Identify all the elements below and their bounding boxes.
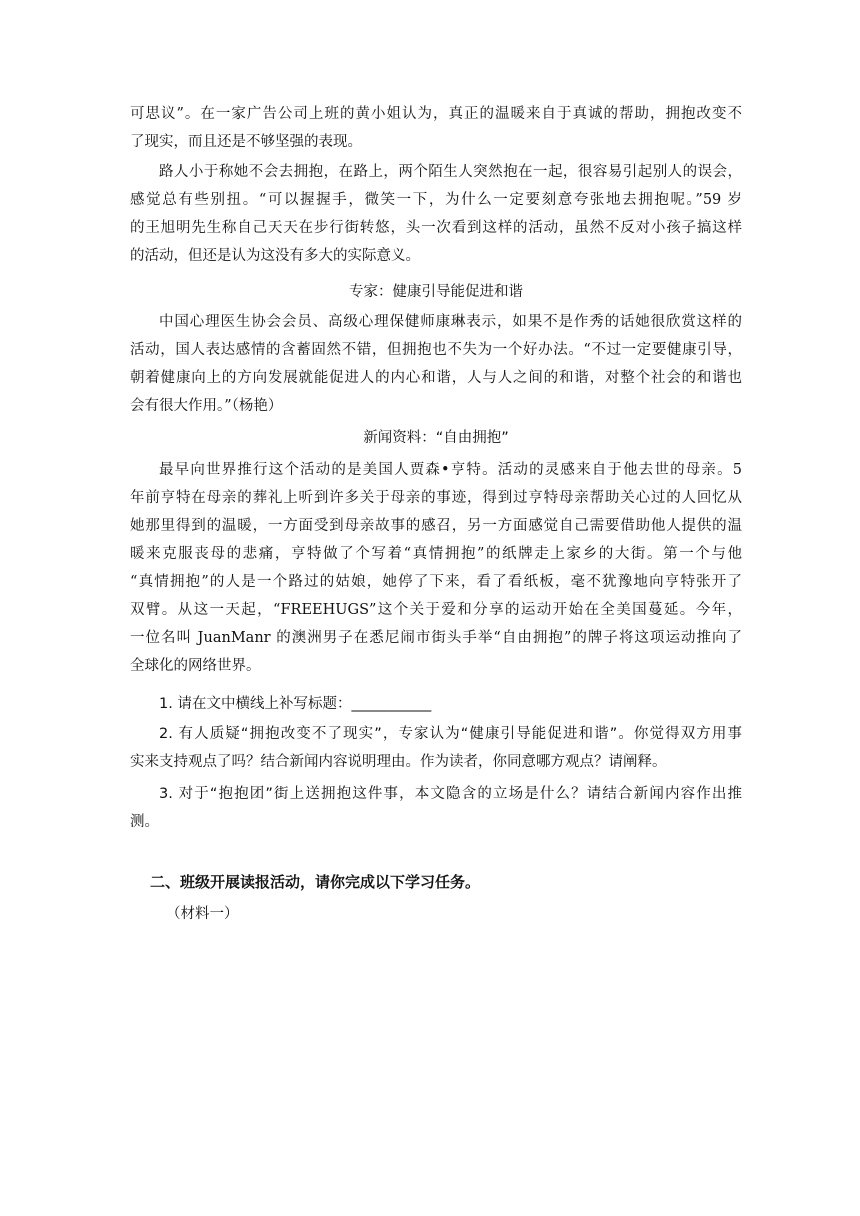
text-line: 朝着健康向上的方向发展就能促进人的内心和谐，人与人之间的和谐，对整个社会的和谐也 [130, 370, 742, 386]
paragraph-1 [130, 100, 742, 156]
paragraph-3 [130, 308, 742, 420]
text-line: 暖来克服丧母的悲痛，亨特做了个写着“真情拥抱”的纸牌走上家乡的大街。第一个与他 [130, 546, 742, 562]
question-1 [130, 690, 742, 718]
heading-news: 新闻资料：“自由拥抱” [363, 430, 509, 446]
text-line: 实来支持观点了吗？结合新闻内容说明理由。作为读者，你同意哪方观点？请阐释。 [130, 754, 667, 770]
text-line: 全球化的网络世界。 [130, 658, 261, 674]
text-line: 最早向世界推行这个活动的是美国人贾森•亨特。活动的灵感来自于他去世的母亲。5 [159, 462, 742, 478]
text-line: 测。 [130, 814, 159, 830]
text-line: 感觉总有些别扭。“可以握握手，微笑一下，为什么一定要刻意夸张地去拥抱呢。”59 岁 [130, 192, 742, 208]
text-line: 年前亨特在母亲的葬礼上听到许多关于母亲的事迹，得到过亨特母亲帮助关心过的人回忆从 [130, 490, 742, 506]
text-line: 2. 有人质疑“拥抱改变不了现实”，专家认为“健康引导能促进和谐”。你觉得双方用事 [159, 726, 742, 742]
section-2-title: 二、班级开展读报活动，请你完成以下学习任务。 [150, 873, 481, 891]
text-line: 一位名叫 JuanManr 的澳洲男子在悉尼闹市街头手举“自由拥抱”的牌子将这项运动推向了 [130, 630, 742, 646]
paragraph-2 [130, 158, 742, 270]
material-label: （材料一） [166, 906, 239, 922]
question-3 [130, 780, 742, 836]
text-line: 3. 对于“抱抱团”街上送拥抱这件事，本文隐含的立场是什么？请结合新闻内容作出推 [159, 786, 742, 802]
paragraph-4 [130, 456, 742, 680]
text-line: 她那里得到的温暖，一方面受到母亲故事的感召，另一方面感觉自己需要借助他人提供的温 [130, 518, 742, 534]
text-line: 中国心理医生协会会员、高级心理保健师康琳表示，如果不是作秀的话她很欣赏这样的 [159, 314, 742, 330]
text-line: “真情拥抱”的人是一个路过的姑娘，她停了下来，看了看纸板，毫不犹豫地向亨特张开了 [130, 574, 742, 590]
text-line: 了现实，而且还是不够坚强的表现。 [130, 134, 362, 150]
text-line: 的活动，但还是认为这没有多大的实际意义。 [130, 248, 420, 264]
question-2 [130, 720, 742, 776]
text-line: 双臂。从这一天起，“FREEHUGS”这个关于爱和分享的运动开始在全美国蔓延。今年， [130, 602, 742, 618]
text-line: 1. 请在文中横线上补写标题：___________ [159, 696, 432, 712]
text-line: 会有很大作用。”（杨艳） [130, 398, 283, 414]
text-line: 的王旭明先生称自己天天在步行街转悠，头一次看到这样的活动，虽然不反对小孩子搞这样 [130, 220, 742, 236]
text-line: 活动，国人表达感情的含蓄固然不错，但拥抱也不失为一个好办法。“不过一定要健康引导， [130, 342, 742, 358]
heading-expert: 专家：健康引导能促进和谐 [349, 284, 523, 300]
text-line: 可思议”。在一家广告公司上班的黄小姐认为，真正的温暖来自于真诚的帮助，拥抱改变不 [130, 106, 742, 122]
text-line: 路人小于称她不会去拥抱，在路上，两个陌生人突然抱在一起，很容易引起别人的误会， [159, 164, 742, 180]
